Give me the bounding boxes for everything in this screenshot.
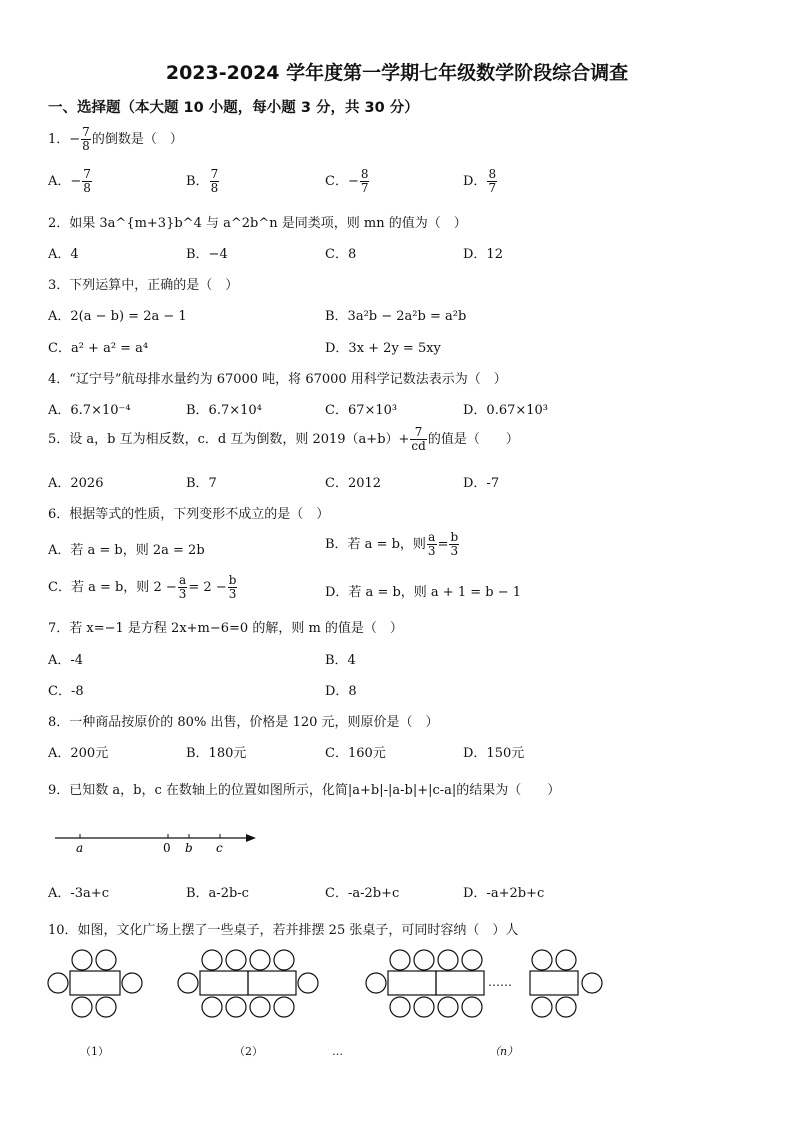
q2-option-a[interactable]: A．4 [48, 247, 79, 262]
table-group-2 [178, 950, 318, 1017]
table-row-dots: …… [488, 975, 512, 989]
q9-option-c[interactable]: C．-a-2b+c [325, 886, 400, 901]
q6-option-d[interactable]: D．若 a = b，则 a + 1 = b − 1 [325, 585, 522, 600]
question-10-stem: 10．如图，文化广场上摆了一些桌子，若并排摆 25 张桌子，可同时容纳（ ）人 [48, 923, 519, 938]
seat [72, 997, 92, 1017]
seat [122, 973, 142, 993]
section-heading: 一、选择题（本大题 10 小题，每小题 3 分，共 30 分） [48, 100, 419, 116]
seat [48, 973, 68, 993]
q5-option-c[interactable]: C．2012 [325, 476, 382, 491]
q5-option-a[interactable]: A．2026 [48, 476, 104, 491]
question-2-stem: 2．如果 3a^{m+3}b^4 与 a^2b^n 是同类项，则 mn 的值为（ ） [48, 216, 467, 231]
q6-option-b[interactable]: B．若 a = b，则 $\frac{a}{3}$ = $\frac{b}{3}$ [325, 530, 459, 558]
seat [96, 950, 116, 970]
q2-option-d[interactable]: D．12 [463, 247, 503, 262]
q5-option-d[interactable]: D．-7 [463, 476, 500, 491]
q2-option-b[interactable]: B．−4 [186, 247, 228, 262]
q2-option-c[interactable]: C．8 [325, 247, 357, 262]
q8-option-d[interactable]: D．150元 [463, 746, 525, 761]
table [70, 971, 120, 995]
q1-option-d[interactable]: D． $\frac{8}{7}$ [463, 167, 497, 195]
table [200, 971, 248, 995]
seat [96, 997, 116, 1017]
q6-option-c[interactable]: C．若 a = b，则 2 − $\frac{a}{3}$ = 2 − $\frac{b}{3}$ [48, 573, 237, 601]
q8-option-c[interactable]: C．160元 [325, 746, 386, 761]
q4-option-a[interactable]: A．6.7×10⁻⁴ [48, 403, 131, 418]
question-6-stem: 6．根据等式的性质，下列变形不成立的是（ ） [48, 507, 330, 522]
label-c: c [216, 841, 223, 855]
q1-option-c[interactable]: C．− $\frac{8}{7}$ [325, 167, 369, 195]
q8-option-a[interactable]: A．200元 [48, 746, 109, 761]
question-5-stem: 5．设 a，b 互为相反数，c．d 互为倒数，则 2019（a+b）+ $\frac{7}{cd}$ 的值是（ ） [48, 425, 519, 453]
question-9-stem: 9．已知数 a，b，c 在数轴上的位置如图所示，化简|a+b|-|a-b|+|c-a|的结果为（ ） [48, 783, 561, 798]
q4-option-d[interactable]: D．0.67×10³ [463, 403, 549, 418]
q7-option-a[interactable]: A．-4 [48, 653, 84, 668]
q3-option-c[interactable]: C．a² + a² = a⁴ [48, 341, 149, 356]
q6-option-a[interactable]: A．若 a = b，则 2a = 2b [48, 543, 205, 558]
q4-option-c[interactable]: C．67×10³ [325, 403, 398, 418]
q1-option-b[interactable]: B． $\frac{7}{8}$ [186, 167, 219, 195]
table [530, 971, 578, 995]
q3-option-b[interactable]: B．3a²b − 2a²b = a²b [325, 309, 467, 324]
q3-option-a[interactable]: A．2(a − b) = 2a − 1 [48, 309, 187, 324]
figure-label-2: （2） [234, 1045, 263, 1058]
table [388, 971, 436, 995]
page-title: 2023-2024 学年度第一学期七年级数学阶段综合调查 [165, 62, 629, 84]
label-a: a [76, 841, 84, 855]
question-8-stem: 8．一种商品按原价的 80% 出售，价格是 120 元，则原价是（ ） [48, 715, 439, 730]
number-line-figure [50, 826, 270, 858]
question-4-stem: 4．“辽宁号”航母排水量约为 67000 吨，将 67000 用科学记数法表示为（ ） [48, 372, 507, 387]
number-line-arrow [246, 834, 256, 842]
q7-option-b[interactable]: B．4 [325, 653, 356, 668]
q7-option-c[interactable]: C．-8 [48, 684, 84, 699]
q9-option-a[interactable]: A．-3a+c [48, 886, 109, 901]
q7-option-d[interactable]: D．8 [325, 684, 357, 699]
table [248, 971, 296, 995]
figure-label-n: （n） [489, 1045, 519, 1058]
label-b: b [185, 841, 193, 855]
seat [72, 950, 92, 970]
q4-option-b[interactable]: B．6.7×10⁴ [186, 403, 262, 418]
q3-option-d[interactable]: D．3x + 2y = 5xy [325, 341, 441, 356]
q9-option-b[interactable]: B．a-2b-c [186, 886, 249, 901]
q9-option-d[interactable]: D．-a+2b+c [463, 886, 545, 901]
label-zero: 0 [163, 841, 171, 855]
tables-figure [40, 945, 620, 1025]
table-group-n [366, 950, 602, 1017]
figure-label-1: （1） [80, 1045, 109, 1058]
question-7-stem: 7．若 x=−1 是方程 2x+m−6=0 的解，则 m 的值是（ ） [48, 621, 403, 636]
table-group-1 [48, 950, 142, 1017]
question-3-stem: 3．下列运算中，正确的是（ ） [48, 278, 239, 293]
q5-option-b[interactable]: B．7 [186, 476, 217, 491]
question-1-stem: 1．− $\frac{7}{8}$ 的倒数是（ ） [48, 125, 183, 153]
figure-label-ellipsis: … [332, 1045, 343, 1058]
q8-option-b[interactable]: B．180元 [186, 746, 247, 761]
q1-option-a[interactable]: A．− $\frac{7}{8}$ [48, 167, 91, 195]
table [436, 971, 484, 995]
